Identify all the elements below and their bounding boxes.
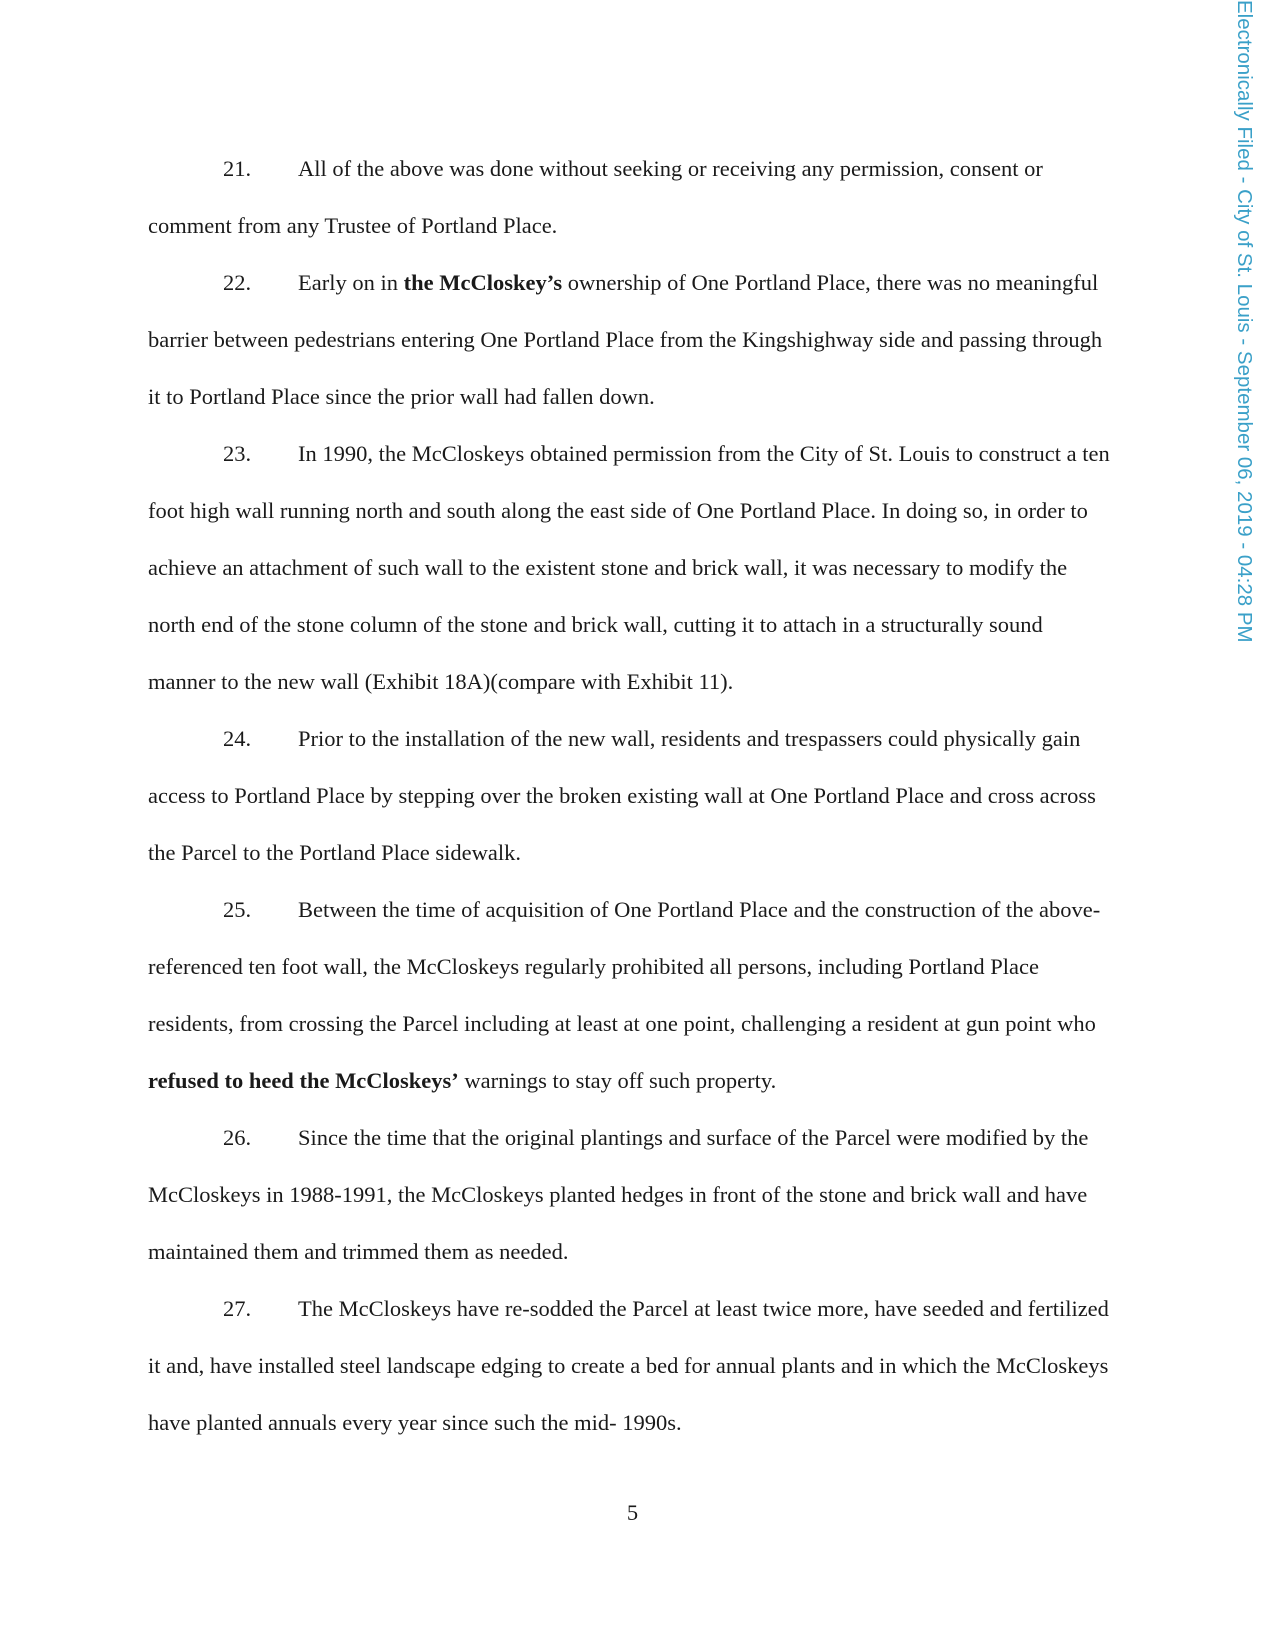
paragraph-bold-text: refused to heed the McCloskeys’	[148, 1068, 459, 1093]
paragraph-26	[148, 1109, 1113, 1280]
electronic-filing-stamp: Electronically Filed - City of St. Louis - September 06, 2019 - 04:28 PM	[1233, 0, 1256, 643]
paragraph-25	[148, 881, 1113, 1109]
paragraph-text-tail: warnings to stay off such property.	[458, 1068, 777, 1093]
paragraph-number: 27.	[223, 1296, 252, 1321]
paragraph-text: Since the time that the original plantings and surface of the Parcel were modified by the McCloskeys in 1988-1991, the McCloskeys planted hedges in front of the stone and brick wall and have maintained them and trimmed them as needed.	[148, 1125, 1089, 1264]
document-body	[148, 140, 1113, 1451]
paragraph-27	[148, 1280, 1113, 1451]
paragraph-text: Between the time of acquisition of One Portland Place and the construction of the above-referenced ten foot wall, the McCloskeys regularly prohibited all persons, including Portland Place residents, from crossing the Parcel including at least at one point, challenging a resident at gun point who	[148, 897, 1101, 1036]
paragraph-23	[148, 425, 1113, 710]
paragraph-number: 21.	[223, 156, 252, 181]
page-number: 5	[626, 1500, 639, 1525]
paragraph-number: 25.	[223, 897, 252, 922]
paragraph-text: Prior to the installation of the new wall, residents and trespassers could physically gain access to Portland Place by stepping over the broken existing wall at One Portland Place and cross across the Parcel to the Portland Place sidewalk.	[148, 726, 1096, 865]
paragraph-24	[148, 710, 1113, 881]
paragraph-number: 23.	[223, 441, 252, 466]
paragraph-text: In 1990, the McCloskeys obtained permission from the City of St. Louis to construct a ten foot high wall running north and south along the east side of One Portland Place. In doing so, in order to achieve an attachment of such wall to the existent stone and brick wall, it was necessary to modify the north end of the stone column of the stone and brick wall, cutting it to attach in a structurally sound manner to the new wall (Exhibit 18A)(compare with Exhibit 11).	[148, 441, 1110, 694]
paragraph-number: 26.	[223, 1125, 252, 1150]
paragraph-text: The McCloskeys have re-sodded the Parcel at least twice more, have seeded and fertilized it and, have installed steel landscape edging to create a bed for annual plants and in which the McCloskeys have planted annuals every year since such the mid- 1990s.	[148, 1296, 1109, 1435]
paragraph-22	[148, 254, 1113, 425]
paragraph-number: 24.	[223, 726, 252, 751]
paragraph-bold-text: the McCloskey’s	[403, 270, 563, 295]
paragraph-text: All of the above was done without seeking or receiving any permission, consent or comment from any Trustee of Portland Place.	[148, 156, 1043, 238]
paragraph-text-tail: ownership of One Portland Place, there was no meaningful barrier between pedestrians entering One Portland Place from the Kingshighway side and passing through it to Portland Place since the prior wall had fallen down.	[148, 270, 1103, 409]
paragraph-number: 22.	[223, 270, 252, 295]
paragraph-text: Early on in	[298, 270, 404, 295]
paragraph-21	[148, 140, 1113, 254]
